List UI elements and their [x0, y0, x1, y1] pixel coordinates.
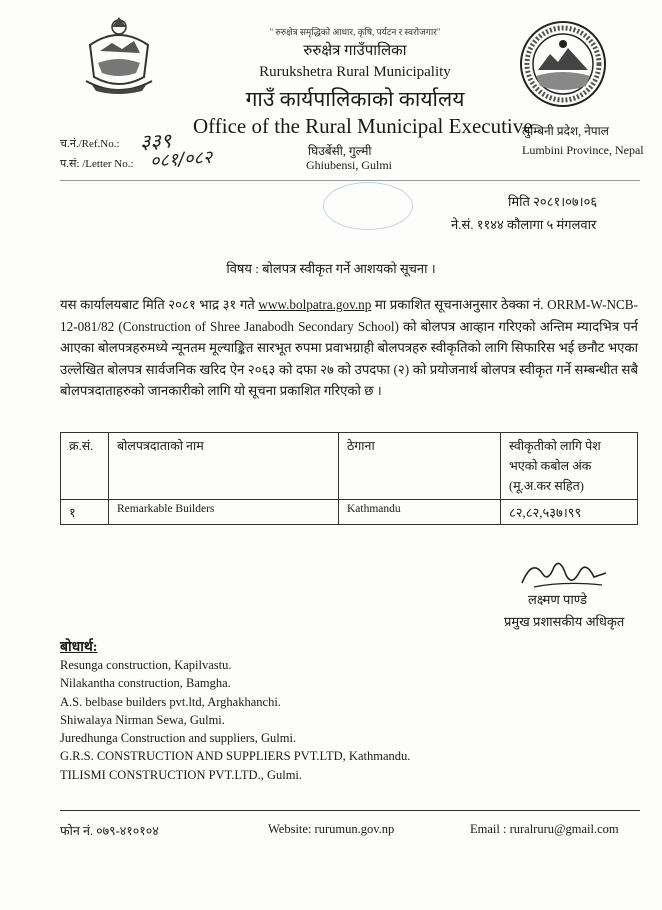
cell-amount: ८२,८२,५३७।९९ [501, 500, 638, 525]
list-item: Shiwalaya Nirman Sewa, Gulmi. [60, 712, 225, 727]
column-header-address: ठेगाना [339, 433, 501, 500]
cc-heading: बोधार्थ: [60, 640, 98, 655]
office-stamp [323, 182, 413, 230]
address-np: घिउर्बेसी, गुल्मी [308, 144, 372, 158]
notice-body-part1: यस कार्यालयबाट मिति २०८१ भाद्र ३१ गते [60, 297, 259, 312]
notice-body-part2: मा प्रकाशित सूचनाअनुसार ठेक्का नं. ORRM-W-NCB-12-081/82 (Construction of Shree Janabodh Secondary School) को बोलपत्र आव्हान गरिएको अन्तिम म्यादभित्र पर्न आएका बोलपत्रहरुमध्ये न्यूनतम मूल्याङ्कित सारभूत रुपमा प्रवाभग्राही बोलपत्रहरु स्वीकृतिको लागि सिफारिस भई छनौट भएका उल्लेखित बोलपत्र सार्वजनिक खरिद ऐन २०६३ को दफा २७ को उपदफा (२) को प्रयोजनार्थ बोलपत्र स्वीकृत गर्ने सम्बन्धीत सबै बोलपत्रदाताहरुको जानकारीको लागि यो सूचना प्रकाशित गरिएको छ । [60, 297, 638, 399]
province-np: लुम्बिनी प्रदेश, नेपाल [522, 124, 609, 138]
motto-text: " रुरुक्षेत्र समृद्धिको आधार, कृषि, पर्यटन र स्वरोजगार" [269, 27, 441, 37]
notice-body [60, 294, 638, 402]
date-line: मिति २०८१।०७।०६ [508, 194, 598, 209]
footer-website[interactable]: Website: rurumun.gov.np [268, 822, 395, 836]
list-item: A.S. belbase builders pvt.ltd, Arghakhanchi. [60, 694, 281, 709]
nepal-sambat-date: ने.सं. ११४४ कौलागा ५ मंगलवार [451, 217, 597, 232]
cell-sn: १ [61, 500, 109, 525]
address-en: Ghiubensi, Gulmi [306, 158, 392, 172]
footer-phone: फोन नं. ०७९-४१०१०४ [60, 824, 159, 838]
ref-no-label: च.नं./Ref.No.: [60, 138, 120, 150]
footer-email[interactable]: Email : ruralruru@gmail.com [470, 822, 619, 836]
municipality-name-np: रुरुक्षेत्र गाउँपालिका [303, 43, 407, 59]
office-title-en: Office of the Rural Municipal Executive [193, 114, 533, 138]
municipality-name-en: Rurukshetra Rural Municipality [259, 64, 451, 80]
bid-table [60, 432, 638, 525]
subject-line: विषय : बोलपत्र स्वीकृत गर्ने आशयको सूचना । [226, 261, 436, 276]
letter-no-label: प.सं: /Letter No.: [60, 158, 134, 170]
column-header-sn: क्र.सं. [61, 433, 109, 500]
ref-no-value: ३३९ [139, 128, 172, 154]
column-header-amount: स्वीकृतीको लागि पेश भएको कबोल अंक (मू.अ.कर सहित) [501, 433, 638, 500]
list-item: Nilakantha construction, Bamgha. [60, 676, 231, 691]
column-header-bidder: बोलपत्रदाताको नाम [109, 433, 339, 500]
cell-address: Kathmandu [339, 500, 501, 525]
letter-no-value: ०८१/०८२ [149, 146, 213, 173]
signature-icon [514, 553, 614, 593]
header-divider [60, 180, 640, 181]
table-header-row [61, 433, 638, 500]
cc-list [60, 656, 410, 784]
table-row [61, 500, 638, 525]
list-item: G.R.S. CONSTRUCTION AND SUPPLIERS PVT.LTD, Kathmandu. [60, 749, 411, 764]
list-item: TILISMI CONSTRUCTION PVT.LTD., Gulmi. [60, 767, 303, 782]
office-title-np: गाउँ कार्यपालिकाको कार्यालय [245, 87, 465, 111]
footer-divider [60, 810, 640, 811]
signatory-name: लक्ष्मण पाण्डे [528, 592, 587, 607]
cell-bidder: Remarkable Builders [109, 500, 339, 525]
list-item: Juredhunga Construction and suppliers, Gulmi. [60, 731, 297, 746]
province-en: Lumbini Province, Nepal [522, 143, 644, 157]
list-item: Resunga construction, Kapilvastu. [60, 658, 232, 672]
bolpatra-link[interactable]: www.bolpatra.gov.np [258, 297, 372, 312]
signatory-title: प्रमुख प्रशासकीय अधिकृत [504, 614, 625, 629]
